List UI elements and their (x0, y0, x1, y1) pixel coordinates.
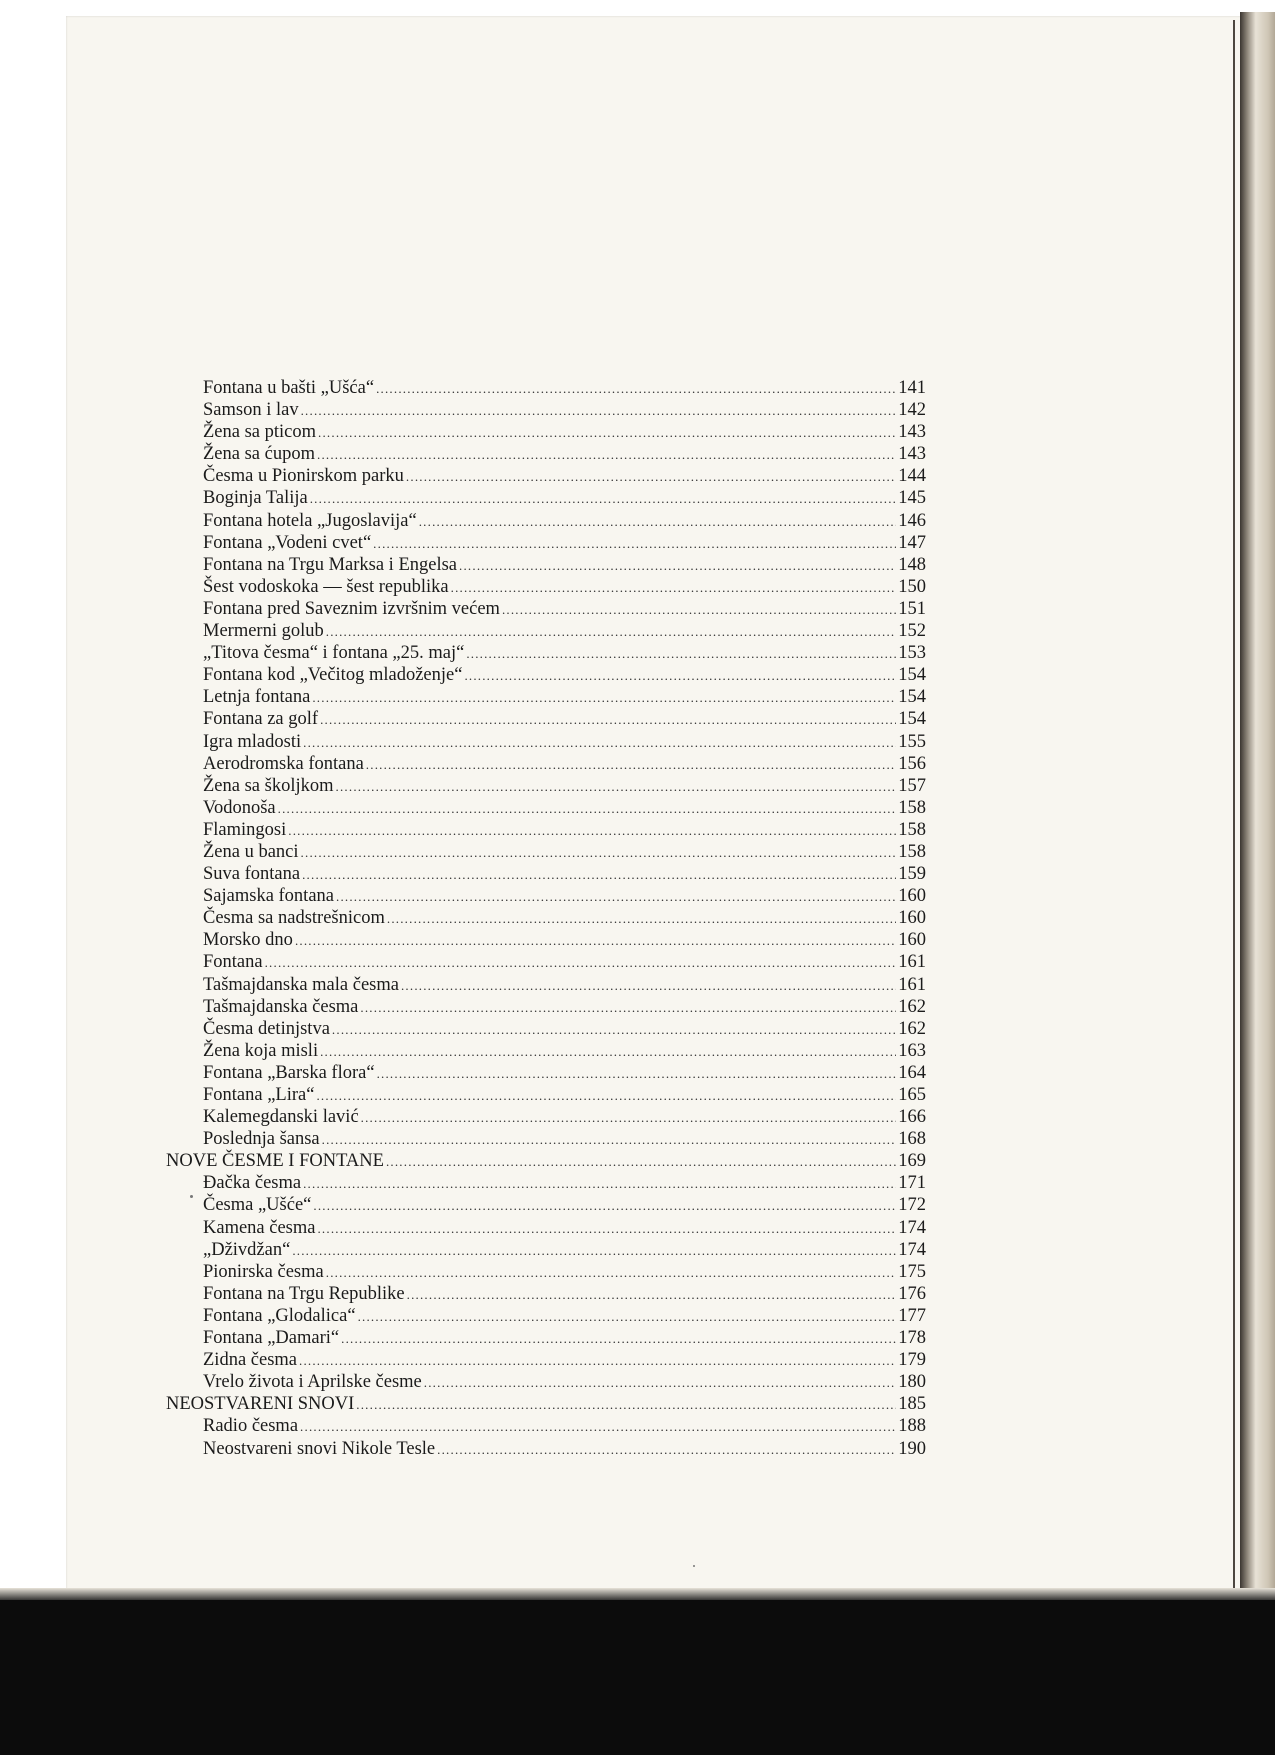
toc-entry-title: „Dživdžan“ (203, 1239, 291, 1260)
book-edge (1240, 12, 1275, 1602)
toc-entry-title: Pionirska česma (203, 1261, 324, 1282)
toc-entry-title: Mermerni golub (203, 621, 324, 642)
toc-entry-title: NEOSTVARENI SNOVI (166, 1394, 355, 1415)
toc-entry-title: Fontana (203, 952, 263, 973)
toc-entry (166, 841, 926, 863)
toc-page-number: 143 (898, 422, 926, 443)
toc-entry-title: Samson i lav (203, 400, 299, 421)
toc-entry (166, 664, 926, 686)
toc-page-number: 164 (898, 1062, 926, 1083)
toc-entry-title: Suva fontana (203, 864, 301, 885)
toc-entry-title: Kamena česma (203, 1217, 316, 1238)
dot-leader (317, 1218, 896, 1240)
toc-page-number: 154 (898, 687, 926, 708)
toc-page-number: 142 (898, 400, 926, 421)
dot-leader (332, 1019, 896, 1041)
dot-leader (336, 886, 896, 908)
toc-entry-title: Žena koja misli (203, 1040, 319, 1061)
toc-entry-title: Neostvareni snovi Nikole Tesle (203, 1438, 436, 1459)
toc-entry-title: Aerodromska fontana (203, 753, 364, 774)
toc-section-heading (166, 1393, 926, 1415)
dot-leader (300, 1416, 896, 1438)
toc-entry-title: Vrelo života i Aprilske česme (203, 1372, 422, 1393)
dot-leader (265, 952, 897, 974)
toc-page-number: 162 (898, 996, 926, 1017)
toc-entry-title: Zidna česma (203, 1350, 297, 1371)
toc-entry-title: Česma sa nadstrešnicom (203, 908, 385, 929)
toc-page-number: 179 (898, 1350, 926, 1371)
toc-entry-title: Fontana za golf (203, 709, 319, 730)
dot-leader (358, 1306, 897, 1328)
toc-entry (166, 1018, 926, 1040)
toc-entry (166, 885, 926, 907)
toc-entry (166, 554, 926, 576)
toc-page-number: 154 (898, 709, 926, 730)
toc-entry (166, 929, 926, 951)
toc-entry (166, 576, 926, 598)
dot-leader (295, 930, 896, 952)
dot-leader (302, 864, 896, 886)
toc-entry-title: Đačka česma (203, 1173, 302, 1194)
toc-entry (166, 1283, 926, 1305)
toc-entry (166, 1305, 926, 1327)
dot-leader (341, 1328, 896, 1350)
toc-page-number: 155 (898, 731, 926, 752)
toc-page-number: 154 (898, 665, 926, 686)
toc-entry-title: Letnja fontana (203, 687, 311, 708)
toc-entry-title: Sajamska fontana (203, 886, 334, 907)
table-of-contents (166, 377, 926, 1460)
toc-entry (166, 443, 926, 465)
toc-page-number: 161 (898, 974, 926, 995)
toc-entry-title: Fontana na Trgu Republike (203, 1283, 405, 1304)
toc-entry (166, 421, 926, 443)
toc-page-number: 145 (898, 488, 926, 509)
toc-page-number: 146 (898, 510, 926, 531)
toc-page-number: 148 (898, 554, 926, 575)
toc-entry (166, 863, 926, 885)
toc-entry (166, 907, 926, 929)
toc-entry (166, 753, 926, 775)
toc-page-number: 174 (898, 1217, 926, 1238)
toc-entry-title: Fontana „Damari“ (203, 1328, 340, 1349)
toc-page-number: 188 (898, 1416, 926, 1437)
dot-leader (387, 908, 896, 930)
toc-page-number: 174 (898, 1239, 926, 1260)
paper-speck (693, 1565, 695, 1567)
toc-entry (166, 1415, 926, 1437)
toc-page-number: 161 (898, 952, 926, 973)
toc-entry-title: Česma „Ušće“ (203, 1195, 312, 1216)
dot-leader (437, 1439, 896, 1461)
dot-leader (318, 422, 896, 444)
toc-entry-title: Vodonoša (203, 797, 276, 818)
dot-leader (336, 776, 897, 798)
dot-leader (317, 444, 896, 466)
toc-entry-title: Česma detinjstva (203, 1018, 330, 1039)
toc-page-number: 162 (898, 1018, 926, 1039)
toc-page-number: 168 (898, 1129, 926, 1150)
dot-leader (326, 621, 897, 643)
toc-entry (166, 686, 926, 708)
toc-page-number: 169 (898, 1151, 926, 1172)
toc-page-number: 144 (898, 466, 926, 487)
toc-page-number: 176 (898, 1283, 926, 1304)
dot-leader (419, 511, 897, 533)
toc-entry-title: Tašmajdanska mala česma (203, 974, 399, 995)
toc-entry (166, 642, 926, 664)
toc-page-number: 141 (898, 378, 926, 398)
toc-entry-title: Morsko dno (203, 930, 293, 951)
toc-entry (166, 510, 926, 532)
toc-page-number: 157 (898, 775, 926, 796)
dot-leader (320, 709, 896, 731)
toc-entry (166, 775, 926, 797)
toc-entry-title: Fontana kod „Večitog mladoženje“ (203, 665, 463, 686)
toc-entry-title: Tašmajdanska česma (203, 996, 359, 1017)
dot-leader (377, 1063, 897, 1085)
dot-leader (303, 1173, 896, 1195)
dot-leader (322, 1129, 897, 1151)
toc-entry-title: Šest vodoskoka — šest republika (203, 576, 449, 597)
dot-leader (464, 665, 896, 687)
toc-entry-title: Fontana „Lira“ (203, 1085, 315, 1105)
toc-entry-title: Boginja Talija (203, 488, 308, 509)
toc-entry (166, 1371, 926, 1393)
dot-leader (401, 975, 896, 997)
toc-page-number: 151 (898, 598, 926, 619)
toc-entry (166, 974, 926, 996)
toc-entry-title: Flamingosi (203, 819, 287, 840)
dot-leader (361, 1107, 897, 1129)
dot-leader (366, 754, 896, 776)
toc-entry (166, 1172, 926, 1194)
toc-entry-title: Žena sa ćupom (203, 444, 315, 465)
toc-entry-title: Fontana na Trgu Marksa i Engelsa (203, 554, 458, 575)
dot-leader (356, 1394, 896, 1416)
toc-entry (166, 1438, 926, 1460)
toc-entry-title: Kalemegdanski lavić (203, 1107, 359, 1128)
toc-page-number: 147 (898, 532, 926, 553)
toc-page-number: 171 (898, 1173, 926, 1194)
toc-page-number: 158 (898, 841, 926, 862)
toc-entry-title: Fontana hotela „Jugoslavija“ (203, 510, 417, 531)
dot-leader (406, 466, 896, 488)
toc-page-number: 190 (898, 1438, 926, 1459)
dot-leader (360, 997, 896, 1019)
toc-entry-title: Fontana „Vodeni cvet“ (203, 532, 372, 553)
toc-page-number: 160 (898, 930, 926, 951)
toc-entry-title: Fontana pred Saveznim izvršnim većem (203, 598, 500, 619)
dot-leader (316, 1085, 896, 1107)
dot-leader (313, 1195, 896, 1217)
toc-entry (166, 1106, 926, 1128)
toc-page-number: 166 (898, 1107, 926, 1128)
dot-leader (376, 378, 896, 400)
toc-page-number: 180 (898, 1372, 926, 1393)
dot-leader (301, 842, 897, 864)
toc-entry (166, 1239, 926, 1261)
dot-leader (292, 1240, 896, 1262)
toc-entry (166, 1194, 926, 1216)
toc-entry (166, 797, 926, 819)
dot-leader (407, 1284, 897, 1306)
toc-entry-title: Fontana „Glodalica“ (203, 1305, 356, 1326)
toc-entry-title: Poslednja šansa (203, 1129, 320, 1150)
toc-entry (166, 996, 926, 1018)
toc-page-number: 175 (898, 1261, 926, 1282)
dot-leader (451, 577, 897, 599)
toc-page-number: 152 (898, 621, 926, 642)
toc-entry (166, 399, 926, 421)
toc-entry (166, 1040, 926, 1062)
toc-page-number: 159 (898, 864, 926, 885)
toc-page-number: 172 (898, 1195, 926, 1216)
toc-entry (166, 1327, 926, 1349)
toc-page-number: 185 (898, 1394, 926, 1415)
toc-entry-title: Žena u banci (203, 841, 299, 862)
toc-entry (166, 532, 926, 554)
toc-entry (166, 731, 926, 753)
toc-entry-title: „Titova česma“ i fontana „25. maj“ (203, 643, 465, 664)
toc-page-number: 158 (898, 797, 926, 818)
dot-leader (278, 798, 897, 820)
dot-leader (303, 732, 896, 754)
toc-page-number: 143 (898, 444, 926, 465)
toc-page-number: 160 (898, 908, 926, 929)
toc-entry (166, 620, 926, 642)
toc-entry (166, 377, 926, 399)
toc-entry (166, 1128, 926, 1150)
dot-leader (466, 643, 896, 665)
toc-page-number: 160 (898, 886, 926, 907)
toc-entry (166, 1062, 926, 1084)
dot-leader (459, 555, 896, 577)
toc-page-number: 165 (898, 1085, 926, 1105)
toc-entry (166, 1217, 926, 1239)
toc-entry (166, 819, 926, 841)
toc-page-number: 178 (898, 1328, 926, 1349)
toc-page-number: 150 (898, 576, 926, 597)
toc-entry (166, 1349, 926, 1371)
toc-page-number: 163 (898, 1040, 926, 1061)
toc-entry (166, 951, 926, 973)
toc-entry-title: Žena sa školjkom (203, 775, 334, 796)
toc-entry (166, 1261, 926, 1283)
dot-leader (424, 1372, 896, 1394)
dot-leader (312, 687, 896, 709)
toc-entry (166, 465, 926, 487)
dot-leader (373, 533, 896, 555)
dot-leader (299, 1350, 896, 1372)
toc-entry-title: Žena sa pticom (203, 422, 317, 443)
toc-entry (166, 1084, 926, 1106)
dot-leader (310, 488, 897, 510)
toc-entry-title: Igra mladosti (203, 731, 302, 752)
toc-entry-title: NOVE ČESME I FONTANE (166, 1151, 384, 1172)
toc-entry-title: Česma u Pionirskom parku (203, 466, 404, 487)
toc-entry-title: Fontana u bašti „Ušća“ (203, 378, 375, 398)
dot-leader (386, 1151, 896, 1173)
page-fold-line (1233, 20, 1235, 1590)
dot-leader (301, 400, 897, 422)
toc-entry (166, 487, 926, 509)
toc-page-number: 158 (898, 819, 926, 840)
dot-leader (502, 599, 896, 621)
toc-page-number: 153 (898, 643, 926, 664)
toc-entry-title: Fontana „Barska flora“ (203, 1062, 375, 1083)
scanner-bottom-border (0, 1600, 1275, 1755)
toc-page-number: 156 (898, 753, 926, 774)
toc-section-heading (166, 1150, 926, 1172)
dot-leader (326, 1262, 897, 1284)
dot-leader (320, 1041, 896, 1063)
toc-entry (166, 708, 926, 730)
dot-leader (288, 820, 896, 842)
toc-entry (166, 598, 926, 620)
toc-entry-title: Radio česma (203, 1416, 299, 1437)
toc-page-number: 177 (898, 1305, 926, 1326)
